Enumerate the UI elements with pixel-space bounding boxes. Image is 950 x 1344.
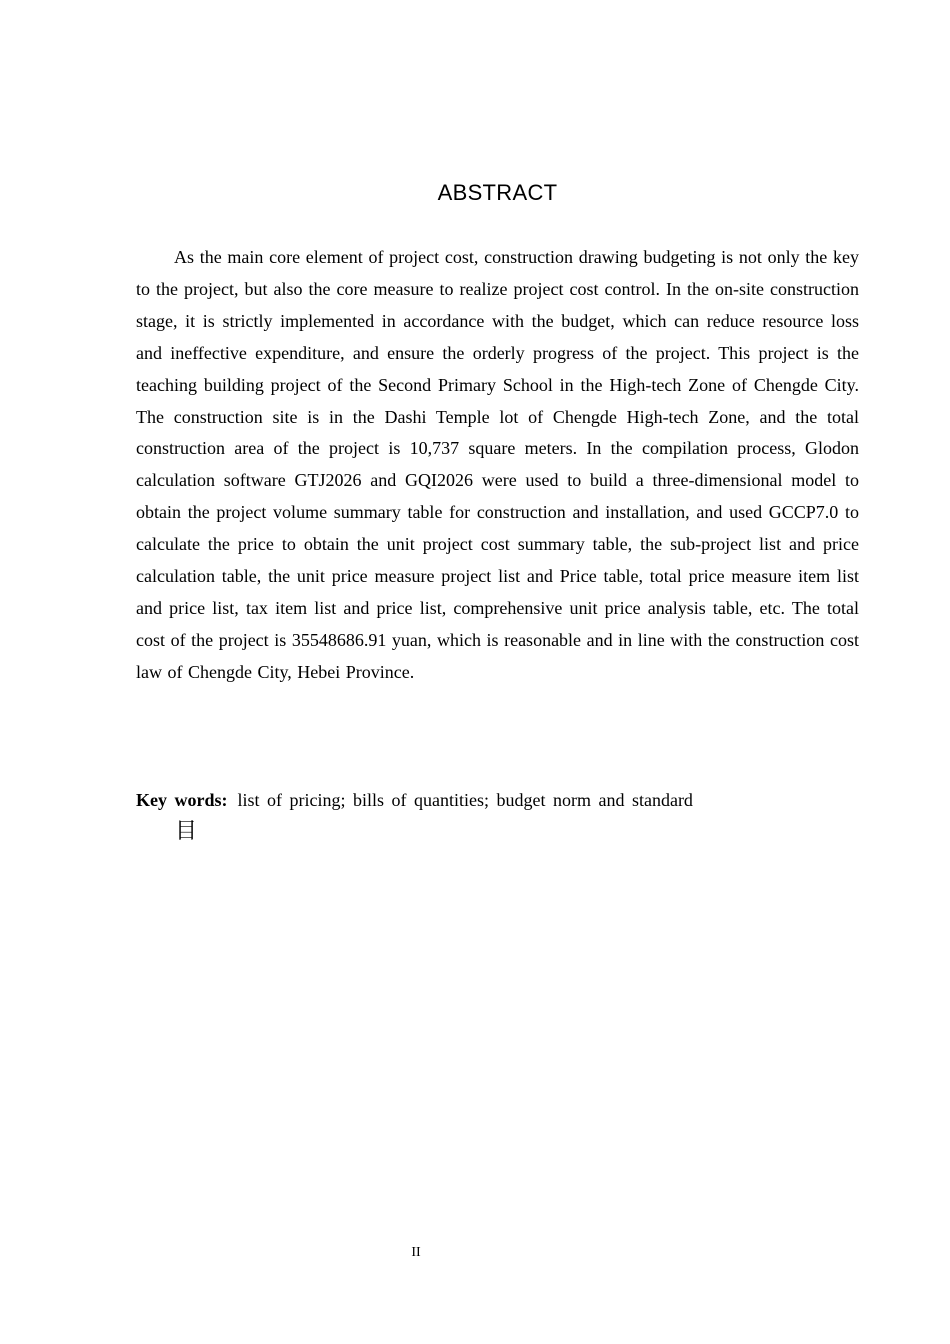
keywords-text: list of pricing; bills of quantities; budget norm and standard <box>237 790 693 810</box>
table-of-contents-heading: 目 <box>175 819 198 844</box>
keywords-label: Key words: <box>136 790 228 810</box>
abstract-paragraph: As the main core element of project cost, construction drawing budgeting is not only the key to the project, but also the core measure to realize project cost control. In the on-site construction stage, it is strictly implemented in accordance with the budget, which can reduce resource loss and ineffective expenditure, and ensure the orderly progress of the project. This project is the teaching building project of the Second Primary School in the High-tech Zone of Chengde City. The construction site is in the Dashi Temple lot of Chengde High-tech Zone, and the total construction area of the project is 10,737 square meters. In the compilation process, Glodon calculation software GTJ2026 and GQI2026 were used to build a three-dimensional model to obtain the project volume summary table for construction and installation, and used GCCP7.0 to calculate the price to obtain the unit project cost summary table, the sub-project list and price calculation table, the unit price measure project list and Price table, total price measure item list and price list, tax item list and price list, comprehensive unit price analysis table, etc. The total cost of the project is 35548686.91 yuan, which is reasonable and in line with the construction cost law of Chengde City, Hebei Province. <box>136 247 859 682</box>
keywords-line <box>136 785 859 815</box>
page-number: II <box>411 1245 421 1260</box>
abstract-title: ABSTRACT <box>437 180 558 205</box>
